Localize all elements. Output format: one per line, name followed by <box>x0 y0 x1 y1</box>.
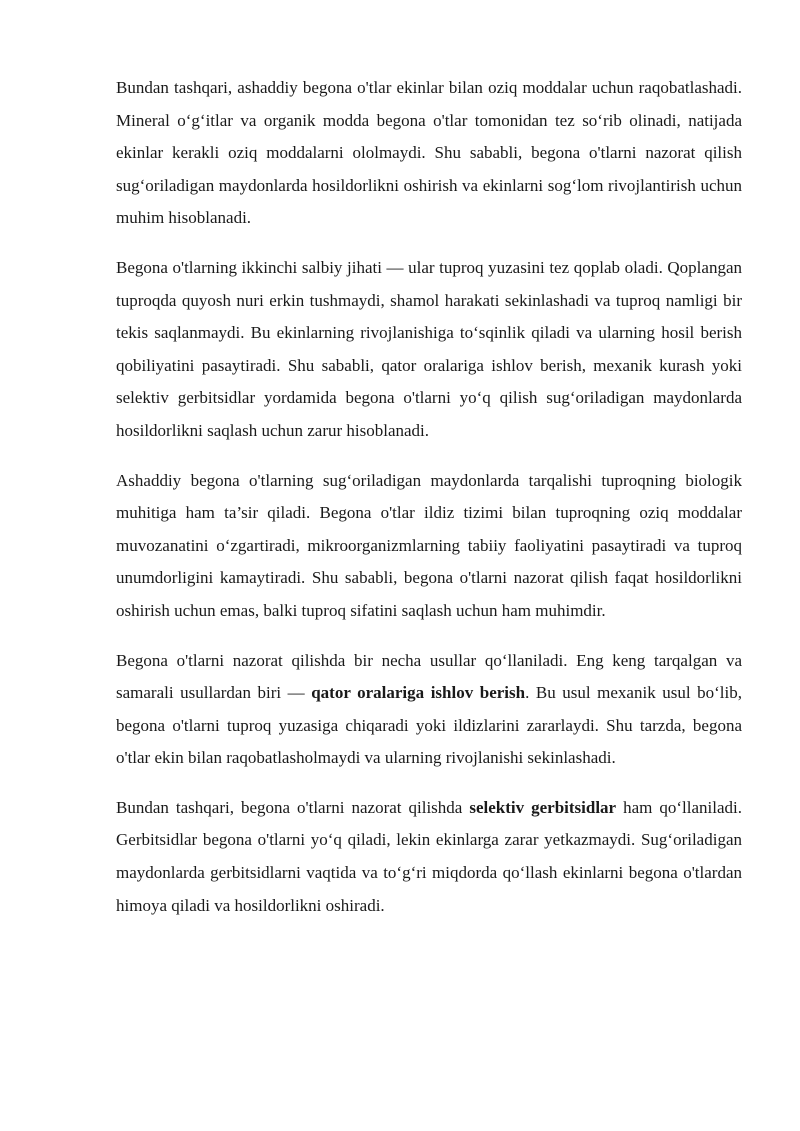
paragraph-text: Begona o'tlarni nazorat qilishda bir necha usullar qo‘llaniladi. Eng keng tarqalgan va samarali usullardan biri — <box>116 650 742 703</box>
bold-term-row-cultivation: qator oralariga ishlov berish <box>311 683 526 703</box>
paragraph-text: ham qo‘llaniladi. Gerbitsidlar begona o'tlarni yo‘q qiladi, lekin ekinlarga zarar yetkazmaydi. Sug‘oriladigan maydonlarda gerbitsidlarni vaqtida va to‘g‘ri miqdorda qo‘llash ekinlarni begona o'tlardan himoya qiladi va hosildorlikni oshiradi. <box>116 797 742 915</box>
paragraph-text: Ashaddiy begona o'tlarning sug‘oriladigan maydonlarda tarqalishi tuproqning biologik muhitiga ham ta’sir qiladi. Begona o'tlar ildiz tizimi bilan tuproqning oziq moddalar muvozanatini o‘zgartiradi, mikroorganizmlarning tabiiy faoliyatini pasaytiradi va tuproq unumdorligini kamaytiradi. Shu sababli, begona o'tlarni nazorat qilish faqat hosildorlikni oshirish uchun emas, balki tuproq sifatini saqlash uchun ham muhimdir. <box>116 470 742 620</box>
paragraph-3 <box>116 465 742 628</box>
bold-term-selective-herbicides: selektiv gerbitsidlar <box>469 797 617 817</box>
document-body <box>116 72 742 939</box>
paragraph-text: Bundan tashqari, ashaddiy begona o'tlar ekinlar bilan oziq moddalar uchun raqobatlashadi. Mineral o‘g‘itlar va organik modda begona o'tlar tomonidan tez so‘rib olinadi, natijada ekinlar kerakli oziq moddalarni ololmaydi. Shu sababli, begona o'tlarni nazorat qilish sug‘oriladigan maydonlarda hosildorlikni oshirish va ekinlarni sog‘lom rivojlantirish uchun muhim hisoblanadi. <box>116 78 742 228</box>
paragraph-text: . Bu usul mexanik usul bo‘lib, begona o'tlarni tuproq yuzasiga chiqaradi yoki ildizlarini zararlaydi. Shu tarzda, begona o'tlar ekin bilan raqobatlasholmaydi va ularning rivojlanishi sekinlashadi. <box>116 683 742 768</box>
paragraph-text: Bundan tashqari, begona o'tlarni nazorat qilishda <box>116 797 470 817</box>
paragraph-2 <box>116 252 742 448</box>
paragraph-4 <box>116 645 742 775</box>
paragraph-1 <box>116 72 742 235</box>
paragraph-5 <box>116 792 742 922</box>
paragraph-text: Begona o'tlarning ikkinchi salbiy jihati — ular tuproq yuzasini tez qoplab oladi. Qoplangan tuproqda quyosh nuri erkin tushmaydi, shamol harakati sekinlashadi va tuproq namligi bir tekis saqlanmaydi. Bu ekinlarning rivojlanishiga to‘sqinlik qiladi va ularning hosil berish qobiliyatini pasaytiradi. Shu sababli, qator oralariga ishlov berish, mexanik kurash yoki selektiv gerbitsidlar yordamida begona o'tlarni yo‘q qilish sug‘oriladigan maydonlarda hosildorlikni saqlash uchun zarur hisoblanadi. <box>116 257 742 440</box>
